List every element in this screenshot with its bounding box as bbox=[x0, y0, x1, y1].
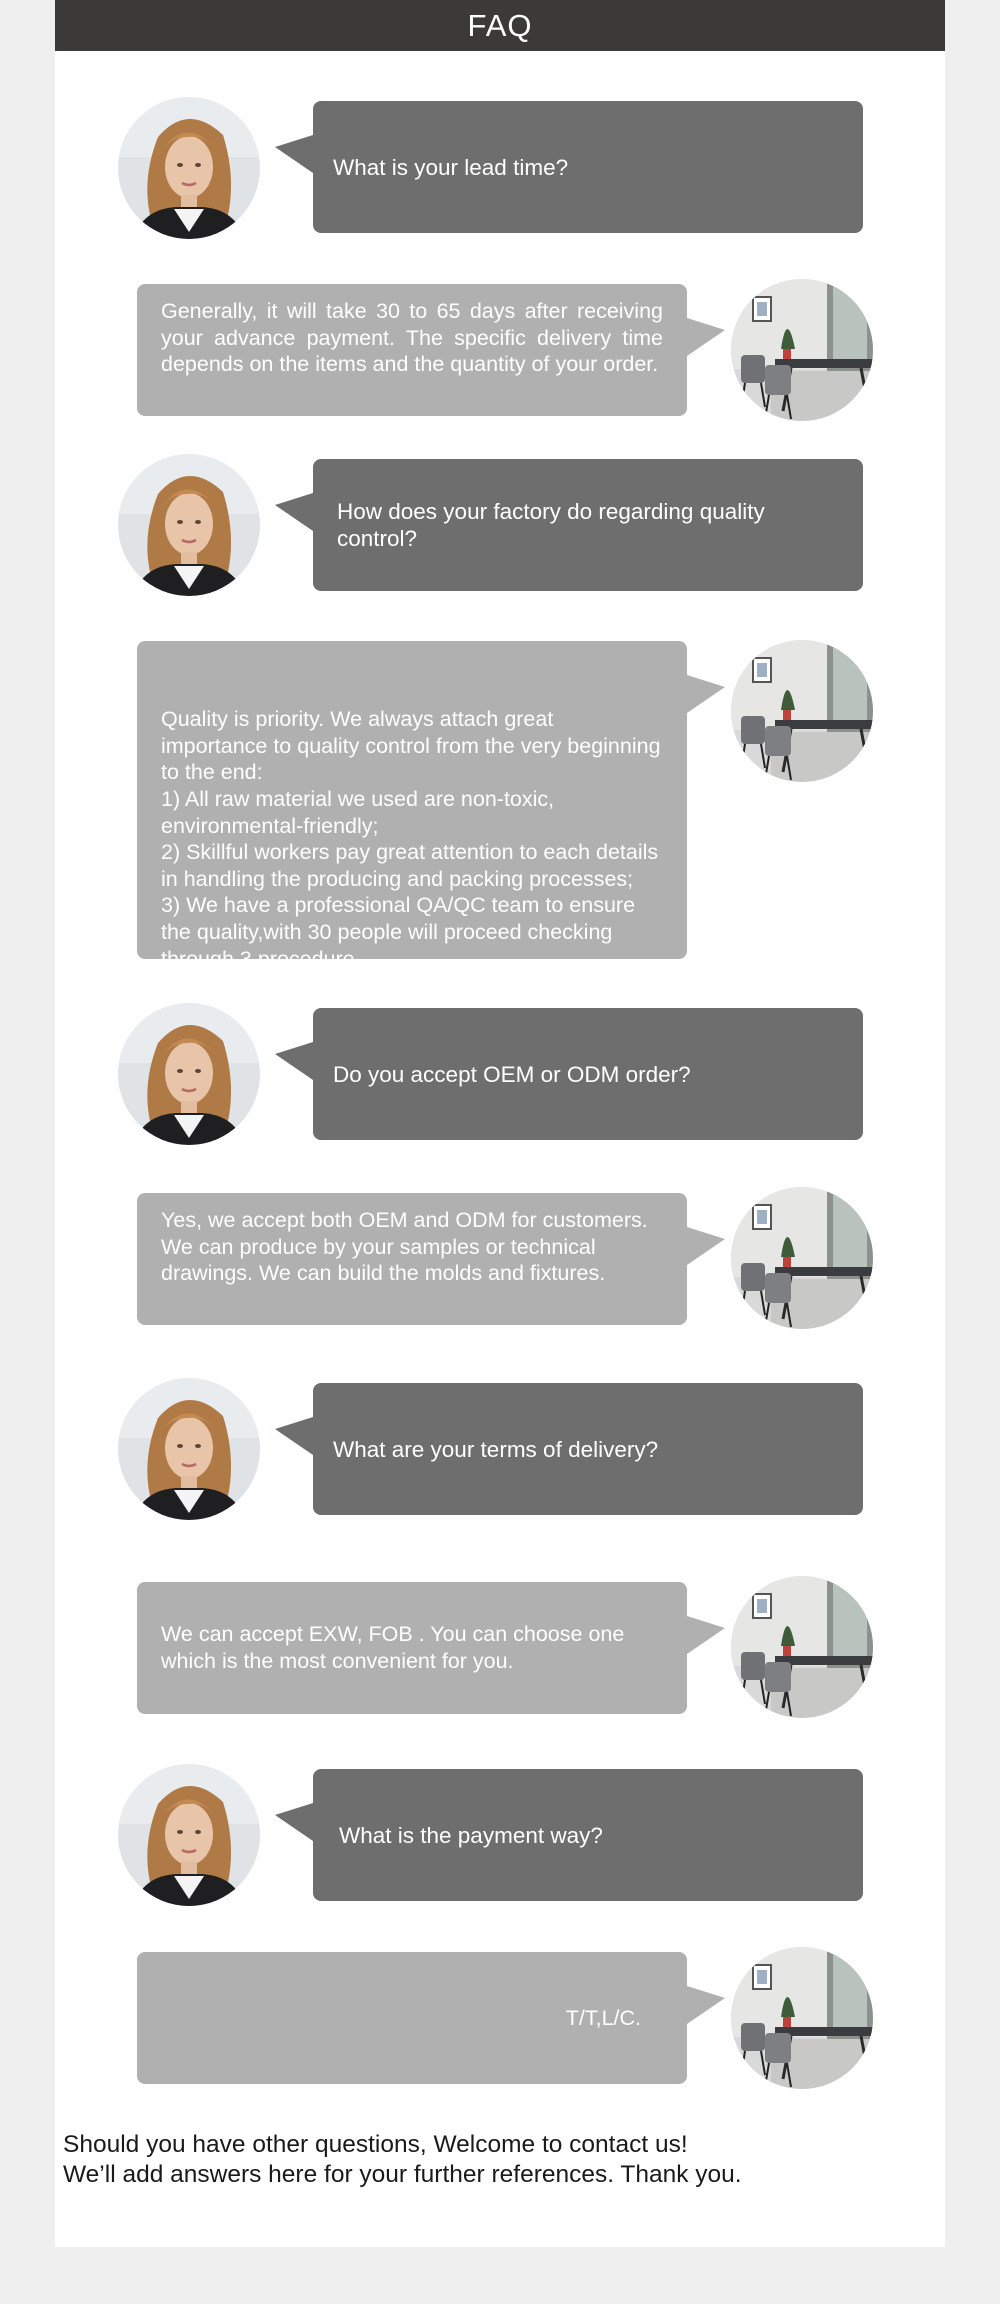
customer-avatar bbox=[118, 1764, 260, 1906]
bubble-tail bbox=[687, 318, 725, 356]
question-bubble bbox=[313, 1769, 863, 1901]
question-bubble bbox=[313, 1008, 863, 1140]
customer-avatar bbox=[118, 454, 260, 596]
furniture-avatar bbox=[731, 1576, 873, 1718]
bubble-tail bbox=[687, 1616, 725, 1654]
answer-bubble bbox=[137, 641, 687, 971]
bubble-tail bbox=[687, 1986, 725, 2024]
question-text: What are your terms of delivery? bbox=[333, 1436, 659, 1462]
furniture-avatar bbox=[731, 279, 873, 421]
question-bubble bbox=[313, 459, 863, 591]
question-text: What is the payment way? bbox=[339, 1822, 603, 1848]
furniture-avatar bbox=[731, 1947, 873, 2089]
bubble-tail bbox=[687, 1227, 725, 1265]
answer-bubble bbox=[137, 1193, 687, 1325]
answer-text: Quality is priority. We always attach great importance to quality control from the very beginning to the end: 1) All raw material we used are non-toxic, environmental-friendly; 2) Skillful workers pay great attention to each details in handling the producing and packing processes; 3) We have a professional QA/QC team to ensure the quality,with 30 people will proceed checking through 3 procedure. bbox=[161, 707, 661, 971]
answer-bubble bbox=[137, 284, 687, 416]
answer-text: We can accept EXW, FOB . You can choose one which is the most convenient for you. bbox=[161, 1622, 625, 1673]
furniture-avatar bbox=[731, 640, 873, 782]
customer-avatar bbox=[118, 1003, 260, 1145]
bubble-tail bbox=[275, 493, 313, 531]
question-bubble bbox=[313, 101, 863, 233]
bubble-tail bbox=[275, 1042, 313, 1080]
question-text: How does your factory do regarding quality control? bbox=[337, 499, 765, 551]
bubble-tail bbox=[275, 1417, 313, 1455]
question-bubble bbox=[313, 1383, 863, 1515]
customer-avatar bbox=[118, 97, 260, 239]
answer-text: T/T,L/C. bbox=[565, 2005, 641, 2030]
answer-text: Generally, it will take 30 to 65 days after receiving your advance payment. The specific delivery time depends on the items and the quantity of your order. bbox=[161, 299, 663, 377]
faq-header bbox=[55, 0, 945, 51]
bubble-tail bbox=[275, 135, 313, 173]
bubble-tail bbox=[275, 1803, 313, 1841]
page-title: FAQ bbox=[467, 8, 533, 43]
question-text: What is your lead time? bbox=[333, 154, 569, 180]
contact-note: Should you have other questions, Welcome to contact us! We’ll add answers here for your further references. Thank you. bbox=[63, 2131, 742, 2188]
furniture-avatar bbox=[731, 1187, 873, 1329]
bubble-tail bbox=[687, 675, 725, 713]
answer-bubble bbox=[137, 1582, 687, 1714]
answer-bubble bbox=[137, 1952, 687, 2084]
answer-text: Yes, we accept both OEM and ODM for customers. We can produce by your samples or technical drawings. We can build the molds and fixtures. bbox=[161, 1208, 648, 1286]
customer-avatar bbox=[118, 1378, 260, 1520]
question-text: Do you accept OEM or ODM order? bbox=[333, 1061, 691, 1087]
